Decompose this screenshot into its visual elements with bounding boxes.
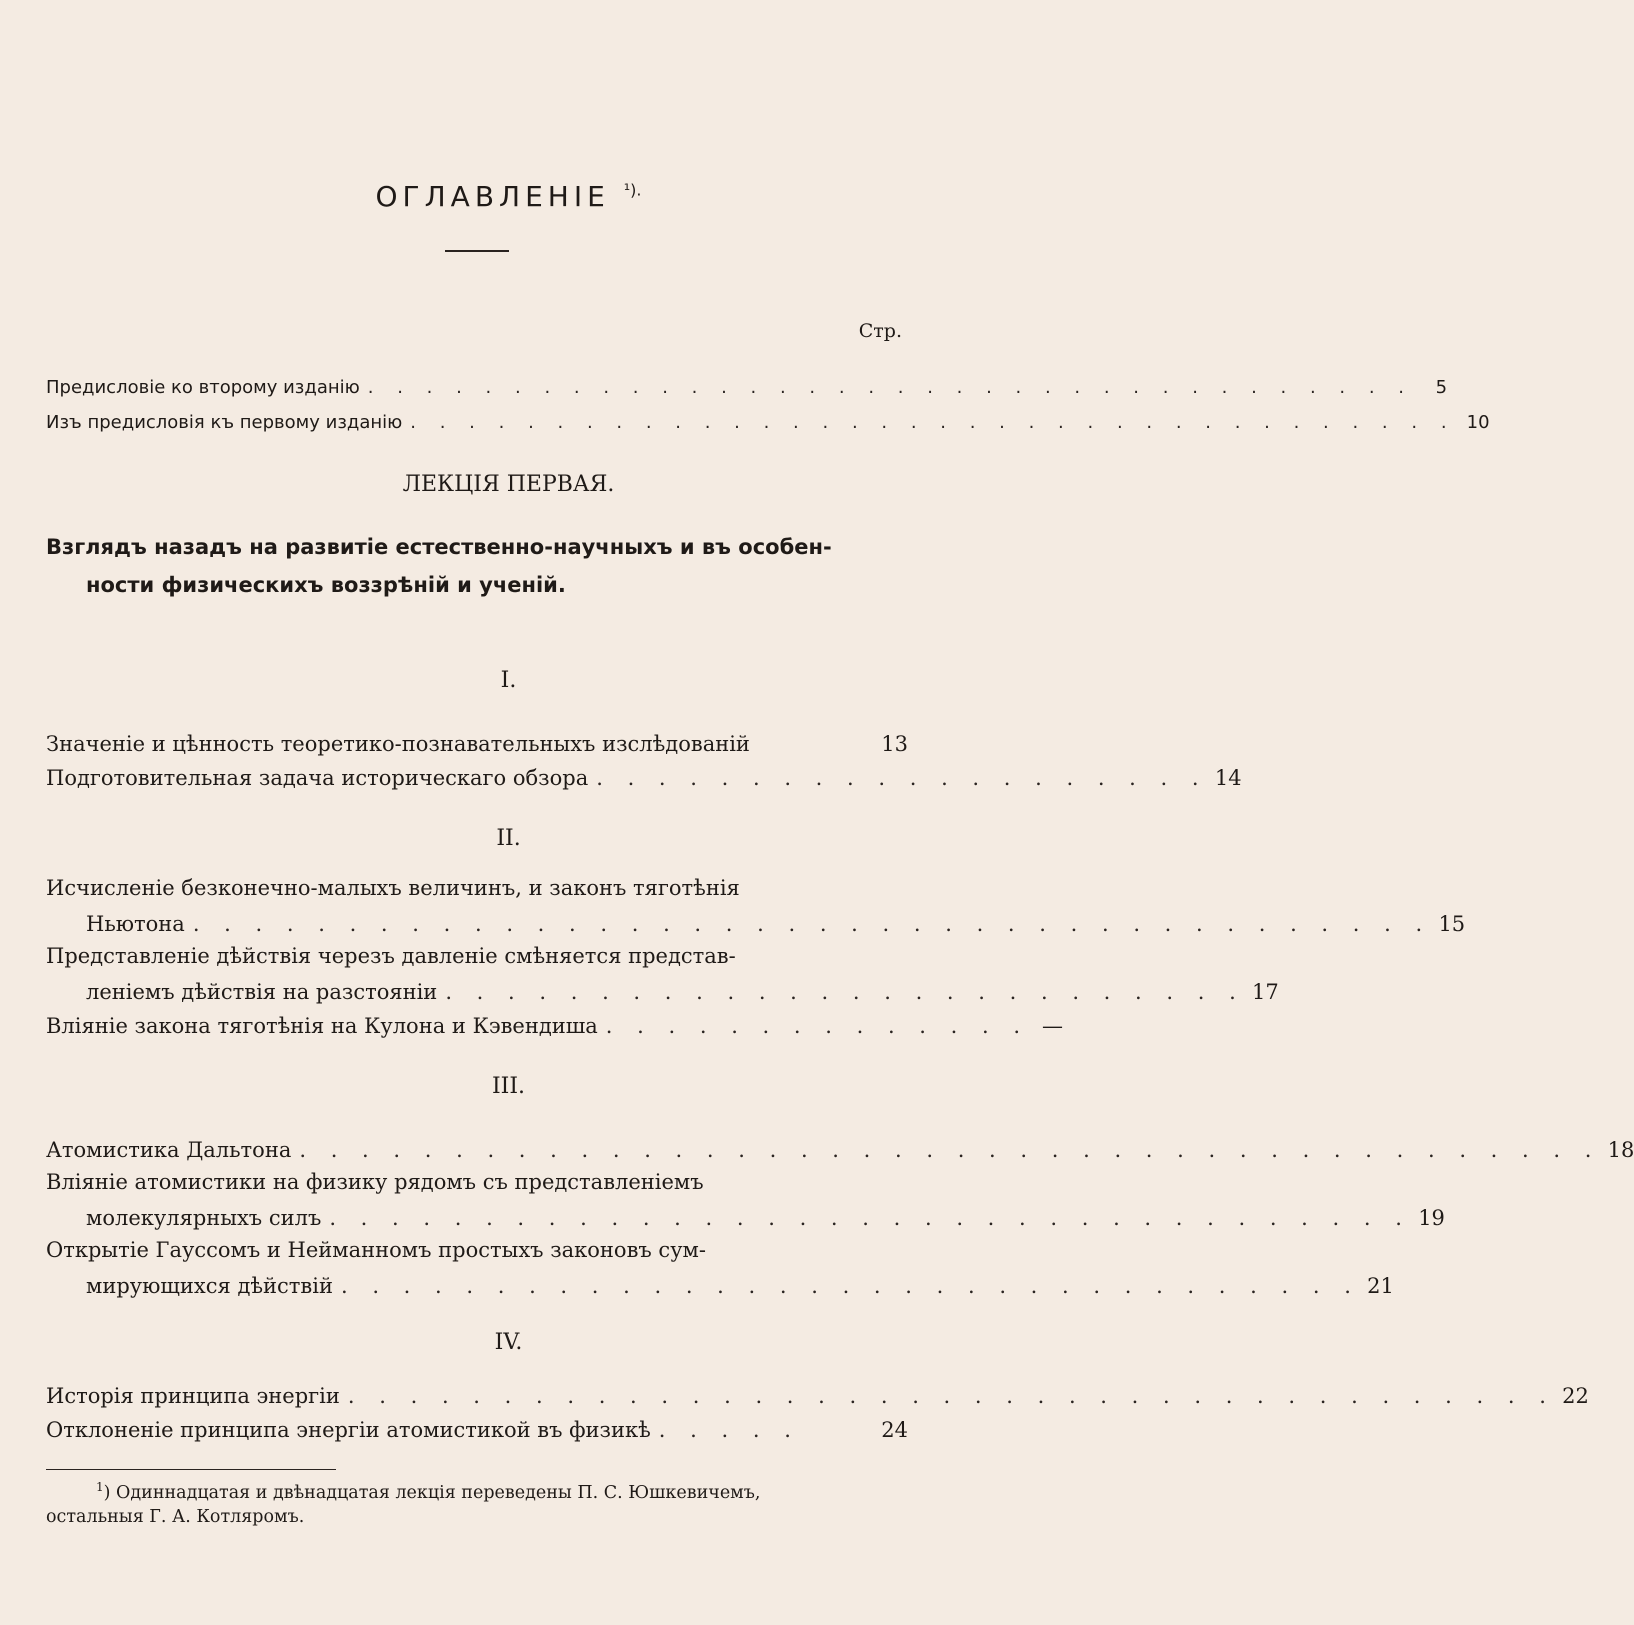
toc-entry[interactable]: [46, 726, 908, 756]
leader-dots: . . . . . . . . . . . . . . . . . . . . . . . . . . . . . . . . . . . .: [367, 377, 1414, 398]
toc-entry[interactable]: [86, 974, 1279, 1004]
entry-page: 5: [1435, 377, 1448, 398]
entry-text: Вліяніе закона тяготѣнія на Кулона и Кэвендиша: [46, 1014, 598, 1038]
section-numeral-4: IV.: [494, 1330, 523, 1355]
toc-entry-line[interactable]: Представленіе дѣйствія черезъ давленіе смѣняется представ-: [46, 944, 736, 968]
toc-entry[interactable]: [46, 1412, 908, 1442]
section-numeral-2: II.: [496, 826, 521, 851]
toc-entry-preface-1[interactable]: [46, 403, 1490, 433]
section-numeral-1: I.: [500, 668, 517, 693]
subtitle-line-2: ности физическихъ воззрѣній и ученій.: [86, 573, 566, 597]
toc-entry-line[interactable]: Вліяніе атомистики на физику рядомъ съ представленіемъ: [46, 1170, 704, 1194]
title-footnote-mark: ¹).: [623, 180, 642, 200]
entry-page: 24: [881, 1418, 908, 1442]
page-column-label: Стр.: [858, 320, 902, 342]
entry-page: 13: [881, 732, 908, 756]
toc-entry[interactable]: [86, 1268, 1394, 1298]
footnote-line-2: остальныя Г. А. Котляромъ.: [46, 1507, 305, 1527]
leader-dots: . . . . . . . . . . . . . . . . . . . . . . . . . . . . . . . . . . . . . . .: [347, 1384, 1555, 1408]
toc-entry[interactable]: [86, 1200, 1445, 1230]
entry-page: 21: [1367, 1274, 1394, 1298]
entry-page: 10: [1466, 412, 1490, 433]
entry-text: Подготовительная задача историческаго обзора: [46, 766, 589, 790]
entry-text: молекулярныхъ силъ: [86, 1206, 322, 1230]
leader-dots: . . . . . . . . . . . . . . . . . . . . . . . . . . . . . . . . .: [340, 1274, 1360, 1298]
lecture-heading: ЛЕКЦІЯ ПЕРВАЯ.: [402, 472, 615, 497]
title-text: ОГЛАВЛЕНІЕ: [375, 180, 610, 213]
title-divider: [445, 250, 509, 252]
entry-text: мирующихся дѣйствій: [86, 1274, 333, 1298]
entry-text: Отклоненіе принципа энергіи атомистикой въ физикѣ: [46, 1418, 651, 1442]
entry-text: Ньютона: [86, 912, 185, 936]
entry-text: леніемъ дѣйствія на разстояніи: [86, 980, 438, 1004]
section-numeral-3: III.: [491, 1074, 526, 1099]
toc-entry[interactable]: [46, 1008, 1064, 1038]
entry-page: 19: [1418, 1206, 1445, 1230]
entry-page: 22: [1562, 1384, 1589, 1408]
entry-page: 17: [1252, 980, 1279, 1004]
leader-dots: . . . . . . . . . . . . . . . . . . . . . . . . . . . . . . . . . . . .: [410, 412, 1456, 433]
toc-entry[interactable]: [46, 760, 1242, 790]
entry-text: Исторія принципа энергіи: [46, 1384, 340, 1408]
leader-dots: . . . . . . . . . . . . . . . . . . . . . . . . . . . . . . . . . . . . . . . .: [192, 912, 1432, 936]
toc-entry-line[interactable]: Исчисленіе безконечно-малыхъ величинъ, и законъ тяготѣнія: [46, 876, 740, 900]
footnote-marker: 1: [96, 1480, 104, 1494]
entry-text: Значеніе и цѣнность теоретико-познавательныхъ изслѣдованій: [46, 732, 750, 756]
entry-text: Изъ предисловія къ первому изданію: [46, 412, 403, 433]
entry-page: 14: [1214, 766, 1242, 790]
toc-entry[interactable]: [46, 1132, 1634, 1162]
toc-entry[interactable]: [46, 1378, 1589, 1408]
page-title: [0, 180, 1017, 213]
entry-page: —: [1042, 1014, 1064, 1038]
footnote-text-1: ) Одиннадцатая и двѣнадцатая лекція переведены П. С. Юшкевичемъ,: [103, 1482, 761, 1503]
toc-entry-line[interactable]: Открытіе Гауссомъ и Нейманномъ простыхъ законовъ сум-: [46, 1238, 706, 1262]
entry-text: Атомистика Дальтона: [46, 1138, 292, 1162]
leader-dots: . . . . . . . . . . . . . . . . . . . .: [596, 766, 1208, 790]
toc-entry[interactable]: [86, 906, 1466, 936]
footnote-divider: [46, 1469, 336, 1470]
leader-dots: . . . . . . . . . . . . . . . . . . . . . . . . . . . . . . . . . . . . . . . . . .: [299, 1138, 1601, 1162]
entry-page: 15: [1438, 912, 1466, 936]
entry-page: 18: [1607, 1138, 1634, 1162]
leader-dots: . . . . . . . . . . . . . .: [605, 1014, 1030, 1038]
lecture-subtitle: [46, 528, 908, 604]
toc-entry-preface-2[interactable]: [46, 368, 1448, 398]
entry-text: Предисловіе ко второму изданію: [46, 377, 360, 398]
subtitle-line-1: Взглядъ назадъ на развитіе естественно-научныхъ и въ особен-: [46, 535, 832, 559]
footnote-line-1: [46, 1480, 976, 1503]
leader-dots: . . . . . . . . . . . . . . . . . . . . . . . . . . . . . . . . . . .: [329, 1206, 1411, 1230]
leader-dots: . . . . .: [658, 1418, 800, 1442]
leader-dots: . . . . . . . . . . . . . . . . . . . . . . . . . .: [445, 980, 1245, 1004]
